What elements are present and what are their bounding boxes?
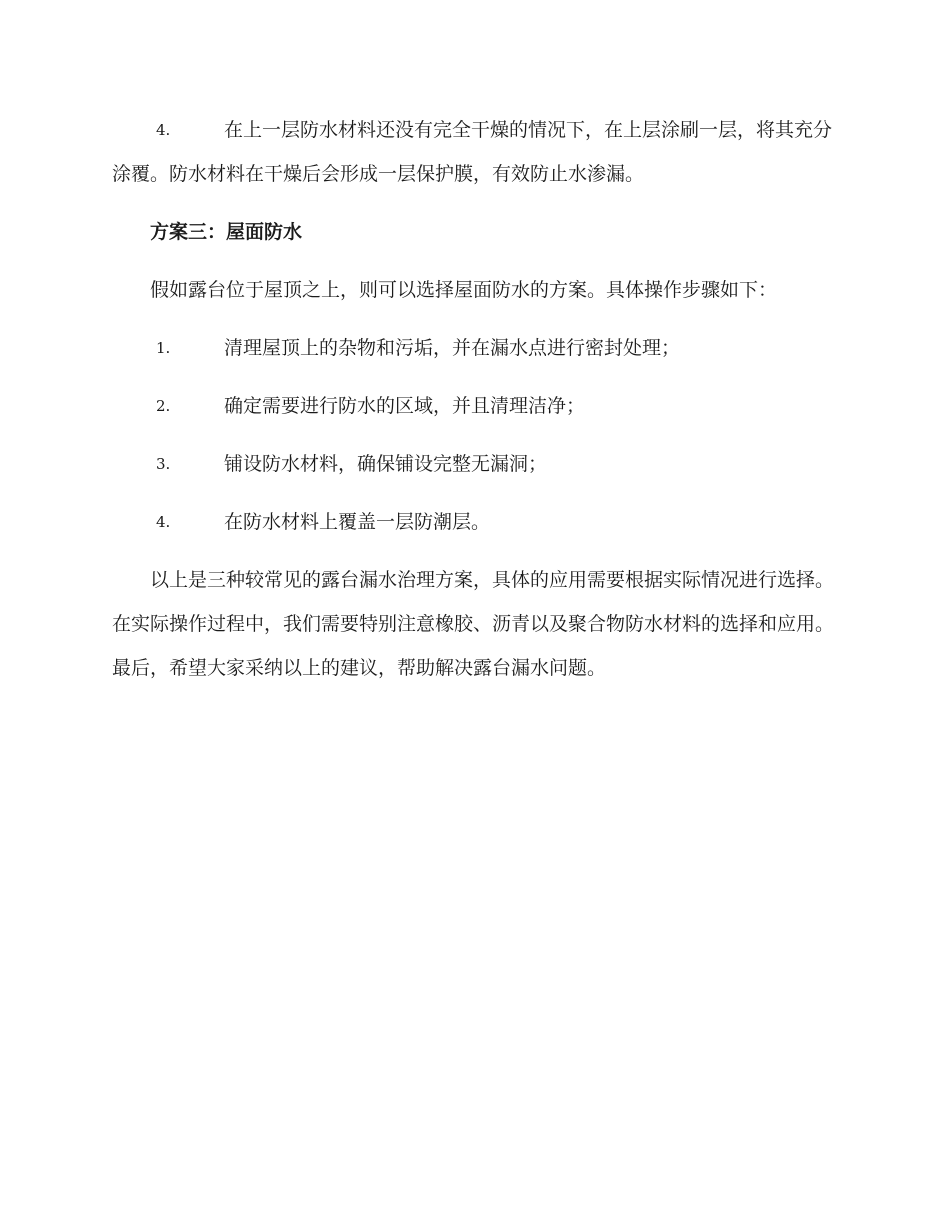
list-number: 4. xyxy=(156,513,171,531)
list-text: 在上一层防水材料还没有完全干燥的情况下，在上层涂刷一层，将其充分涂覆。防水材料在干燥后会形成一层保护膜，有效防止水渗漏。 xyxy=(112,119,833,185)
conclusion-paragraph: 以上是三种较常见的露台漏水治理方案，具体的应用需要根据实际情况进行选择。在实际操作过程中，我们需要特别注意橡胶、沥青以及聚合物防水材料的选择和应用。最后，希望大家采纳以上的建议，帮助解决露台漏水问题。 xyxy=(112,569,835,679)
list-text: 清理屋顶上的杂物和污垢，并在漏水点进行密封处理； xyxy=(224,337,681,359)
list-item xyxy=(112,500,834,544)
list-item xyxy=(112,326,834,370)
list-number: 3. xyxy=(156,455,171,473)
list-item xyxy=(112,108,834,196)
list-number: 2. xyxy=(156,397,171,415)
list-number: 1. xyxy=(156,339,171,357)
list-item xyxy=(112,384,834,428)
section-intro-paragraph: 假如露台位于屋顶之上，则可以选择屋面防水的方案。具体操作步骤如下： xyxy=(150,279,778,301)
list-item xyxy=(112,442,834,486)
list-number: 4. xyxy=(156,121,171,139)
list-text: 在防水材料上覆盖一层防潮层。 xyxy=(224,511,491,533)
list-text: 确定需要进行防水的区域，并且清理洁净； xyxy=(224,395,586,417)
list-text: 铺设防水材料，确保铺设完整无漏洞； xyxy=(224,453,548,475)
section-heading: 方案三：屋面防水 xyxy=(150,221,303,243)
document-body xyxy=(112,108,834,704)
